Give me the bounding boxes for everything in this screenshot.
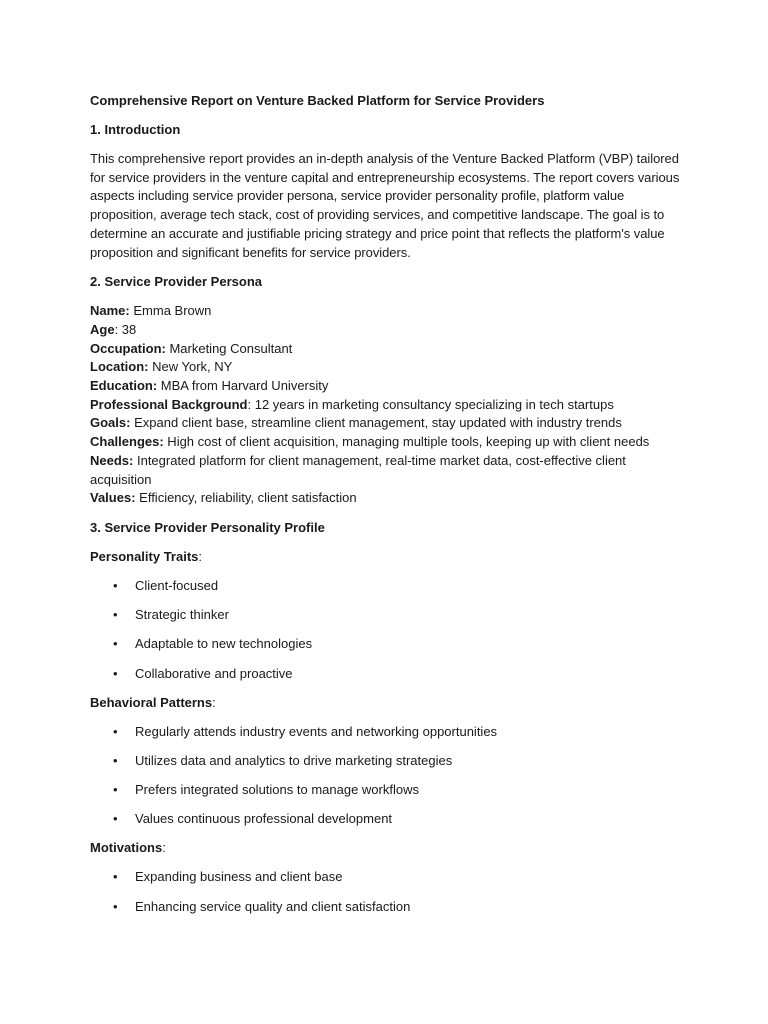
persona-row-location: [90, 358, 680, 377]
subheading-motivations: [90, 839, 680, 857]
persona-key: Needs:: [90, 452, 134, 468]
persona-key: Professional Background: [90, 396, 248, 412]
behavioral-patterns-list: [90, 723, 680, 829]
persona-key: Occupation:: [90, 340, 166, 356]
persona-key: Education:: [90, 378, 158, 394]
document-page: [90, 92, 680, 927]
persona-row-name: [90, 302, 680, 321]
bullet-icon: •: [113, 665, 118, 681]
subheading-colon: :: [162, 840, 166, 856]
bullet-icon: •: [113, 607, 118, 623]
list-item-text: Utilizes data and analytics to drive marketing strategies: [135, 752, 453, 768]
list-item-text: Strategic thinker: [135, 607, 229, 623]
list-item-text: Expanding business and client base: [135, 869, 343, 885]
persona-row-values: [90, 489, 680, 508]
list-item: [90, 868, 680, 886]
bullet-icon: •: [113, 577, 118, 593]
subheading-behavioral-patterns: [90, 694, 680, 712]
persona-key: Challenges:: [90, 434, 164, 450]
list-item: [90, 665, 680, 683]
persona-value: Integrated platform for client management, real-time market data, cost-effective client acquisition: [90, 452, 626, 487]
persona-row-goals: [90, 414, 680, 433]
persona-details: [90, 302, 680, 508]
persona-key: Location:: [90, 359, 149, 375]
section-heading-persona: 2. Service Provider Persona: [90, 274, 262, 290]
list-item-text: Values continuous professional development: [135, 811, 393, 827]
persona-value: Efficiency, reliability, client satisfaction: [135, 490, 357, 506]
subheading-label: Motivations: [90, 840, 163, 856]
section-heading-personality-profile: 3. Service Provider Personality Profile: [90, 519, 325, 535]
list-item-text: Collaborative and proactive: [135, 665, 293, 681]
list-item: [90, 635, 680, 653]
list-item-text: Adaptable to new technologies: [135, 636, 313, 652]
list-item: [90, 781, 680, 799]
persona-value: New York, NY: [148, 359, 233, 375]
bullet-icon: •: [113, 752, 118, 768]
subheading-colon: :: [198, 548, 203, 564]
section-heading-introduction: 1. Introduction: [90, 122, 181, 137]
persona-value: Marketing Consultant: [165, 340, 293, 356]
subheading-colon: :: [212, 694, 216, 710]
persona-value: High cost of client acquisition, managing multiple tools, keeping up with client needs: [163, 434, 650, 450]
persona-value: : 12 years in marketing consultancy specializing in tech startups: [247, 396, 614, 412]
list-item-text: Prefers integrated solutions to manage workflows: [135, 782, 419, 798]
bullet-icon: •: [113, 723, 118, 739]
persona-row-needs: [90, 452, 680, 489]
list-item: [90, 898, 680, 916]
list-item: [90, 723, 680, 741]
subheading-label: Personality Traits: [90, 548, 199, 564]
list-item: [90, 606, 680, 624]
persona-row-age: [90, 321, 680, 340]
persona-value: MBA from Harvard University: [157, 378, 329, 394]
persona-row-occupation: [90, 340, 680, 359]
persona-value: Emma Brown: [129, 303, 212, 319]
bullet-icon: •: [113, 782, 118, 798]
bullet-icon: •: [113, 869, 118, 885]
persona-key: Name:: [90, 303, 130, 319]
bullet-icon: •: [113, 898, 118, 914]
persona-value: Expand client base, streamline client management, stay updated with industry trends: [130, 415, 622, 431]
list-item: [90, 577, 680, 595]
bullet-icon: •: [113, 636, 118, 652]
list-item: [90, 810, 680, 828]
subheading-label: Behavioral Patterns: [90, 694, 213, 710]
list-item-text: Enhancing service quality and client satisfaction: [135, 898, 411, 914]
list-item-text: Client-focused: [135, 577, 219, 593]
persona-key: Age: [90, 321, 115, 337]
introduction-paragraph: This comprehensive report provides an in-depth analysis of the Venture Backed Platform (VBP) tailored for service providers in the venture capital and entrepreneurship ecosystems. The report covers various aspects including service provider persona, service provider personality profile, platform value proposition, average tech stack, cost of providing services, and competitive landscape. The goal is to determine an accurate and justifiable pricing strategy and price point that reflects the platform's value proposition and significant benefits for service providers.: [90, 151, 680, 260]
persona-row-education: [90, 377, 680, 396]
persona-value: : 38: [114, 321, 137, 337]
bullet-icon: •: [113, 811, 118, 827]
persona-key: Values:: [90, 490, 136, 506]
list-item-text: Regularly attends industry events and networking opportunities: [135, 723, 498, 739]
persona-key: Goals:: [90, 415, 131, 431]
subheading-personality-traits: [90, 548, 680, 566]
persona-row-background: [90, 396, 680, 415]
motivations-list: [90, 868, 680, 915]
document-title: Comprehensive Report on Venture Backed Platform for Service Providers: [90, 93, 545, 108]
persona-row-challenges: [90, 433, 680, 452]
list-item: [90, 752, 680, 770]
personality-traits-list: [90, 577, 680, 683]
